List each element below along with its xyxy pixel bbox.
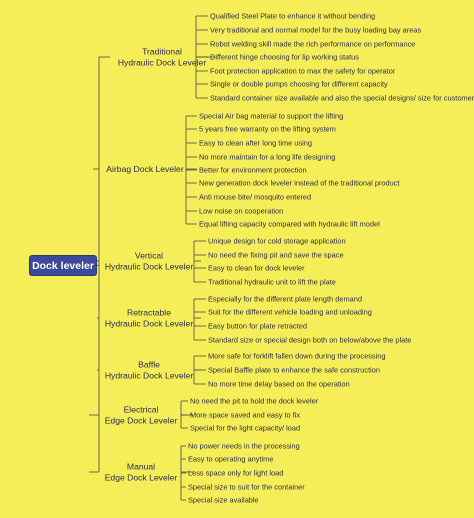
list-item[interactable]: Suit for the different vehicle loading and unloading — [208, 307, 372, 317]
category-label-line: Hydraulic Dock Leveler — [104, 261, 194, 271]
list-item[interactable]: No need the fixing pit and save the space — [208, 250, 344, 260]
category-1[interactable] — [118, 47, 206, 68]
list-item[interactable]: Especially for the different plate length demand — [208, 294, 362, 304]
list-item[interactable]: More space saved and easy to fix — [190, 410, 301, 420]
list-item[interactable]: Special size to suit for the container — [188, 482, 305, 492]
category-5[interactable] — [105, 360, 193, 381]
list-item[interactable]: More safe for forklift fallen down during the processing — [208, 351, 386, 361]
category-label-line: Baffle — [138, 359, 160, 370]
list-item[interactable]: Equal lifting capacity compared with hydraulic lift model — [199, 219, 380, 229]
category-label-line: Vertical — [134, 250, 164, 261]
list-item[interactable]: Very traditional and normal model for the busy loading bay areas — [210, 25, 422, 35]
list-item[interactable]: Robot welding skill made the rich performance on performance — [210, 39, 416, 49]
list-item[interactable]: Special Air bag material to support the lifting — [199, 111, 344, 121]
list-item[interactable]: Unique design for cold storage application — [208, 236, 346, 246]
category-label-line: Hydraulic Dock Leveler — [117, 57, 207, 67]
category-3[interactable] — [105, 251, 193, 272]
list-item[interactable]: No need the pit to hold the dock leveler — [190, 396, 319, 406]
category-label-line: Airbag Dock Leveler — [106, 163, 184, 174]
list-item[interactable]: Single or double pumps choosing for different capacity — [210, 79, 388, 89]
list-item[interactable]: Special Baffle plate to enhance the safe construction — [208, 365, 381, 375]
category-label-line: Traditional — [142, 46, 182, 57]
list-item[interactable]: Different hinge choosing for lip working status — [210, 52, 359, 62]
category-6[interactable] — [105, 405, 178, 426]
category-label-line: Hydraulic Dock Leveler — [104, 318, 194, 328]
list-item[interactable]: Standard size or special design both on below/above the plate — [208, 335, 412, 345]
list-item[interactable]: Low noise on cooperation — [199, 206, 284, 216]
category-4[interactable] — [105, 308, 193, 329]
category-label-line: Edge Dock Leveler — [104, 472, 178, 482]
list-item[interactable]: Better for environment protection — [199, 165, 307, 175]
list-item[interactable]: New generation dock leveler instead of the traditional product — [199, 178, 400, 188]
list-item[interactable]: Easy button for plate retracted — [208, 321, 308, 331]
category-label-line: Edge Dock Leveler — [104, 415, 178, 425]
category-2[interactable] — [106, 164, 183, 175]
list-item[interactable]: Traditional hydraulic unit to lift the plate — [208, 277, 336, 287]
root-node[interactable]: Dock leveler — [30, 256, 96, 275]
list-item[interactable]: Foot protection application to max the safety for operator — [210, 66, 396, 76]
list-item[interactable]: No power needs in the processing — [188, 441, 300, 451]
list-item[interactable]: No more maintain for a long life designing — [199, 152, 336, 162]
list-item[interactable]: Standard container size available and also the special designs/ size for customer — [210, 93, 474, 103]
list-item[interactable]: Special for the light capacity/ load — [190, 423, 301, 433]
category-label-line: Hydraulic Dock Leveler — [104, 370, 194, 380]
category-label-line: Electrical — [123, 404, 159, 415]
list-item[interactable]: Less space only for light load — [188, 468, 284, 478]
list-item[interactable]: No more time delay based on the operation — [208, 379, 350, 389]
category-label-line: Retractable — [127, 307, 171, 318]
list-item[interactable]: Special size available — [188, 495, 259, 505]
list-item[interactable]: Easy to clean for dock leveler — [208, 263, 305, 273]
list-item[interactable]: Anti mouse bite/ mosquito entered — [199, 192, 312, 202]
category-label-line: Manual — [126, 461, 156, 472]
list-item[interactable]: 5 years free warranty on the lifting system — [199, 124, 336, 134]
list-item[interactable]: Easy to operating anytime — [188, 454, 274, 464]
list-item[interactable]: Easy to clean after long time using — [199, 138, 312, 148]
list-item[interactable]: Qualified Steel Plate to enhance it without bending — [210, 11, 376, 21]
category-7[interactable] — [105, 462, 178, 483]
